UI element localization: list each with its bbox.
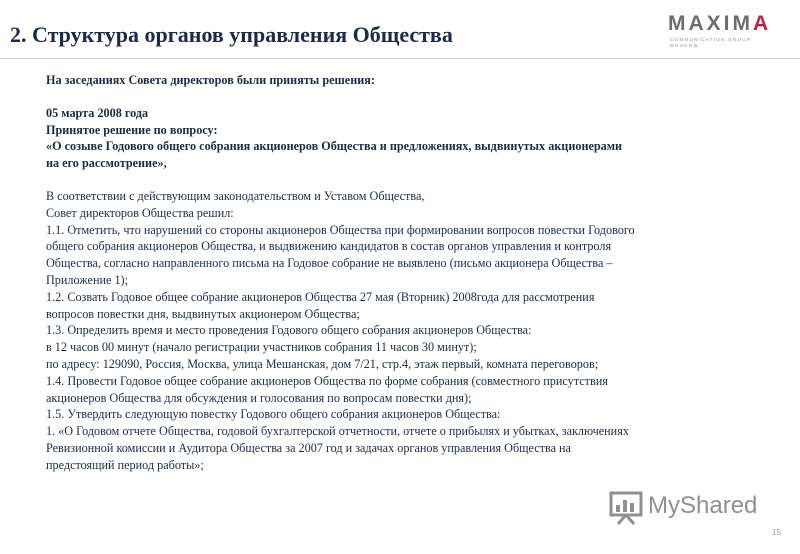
body-line: Общества, согласно направленного письма на Годовое собрание не выявлено (письмо акционера Общества – [46, 256, 613, 271]
body-line: Приложение 1); [46, 272, 128, 287]
question-line: «О созыве Годового общего собрания акционеров Общества и предложениях, выдвинутых акционерами [46, 139, 623, 154]
body-line: предстоящий период работы»; [46, 457, 204, 472]
title-divider [0, 58, 800, 59]
slide-title: 2. Структура органов управления Общества [10, 22, 453, 47]
body-line: Совет директоров Общества решил: [46, 205, 234, 220]
body-line: Ревизионной комиссии и Аудитора Общества за 2007 год и задачах органов управления Общества на [46, 440, 571, 455]
decision-date: 05 марта 2008 года [46, 105, 149, 120]
body-line: в 12 часов 00 минут (начало регистрации участников собрания 11 часов 30 минут); [46, 340, 477, 355]
logo-city: MOSCOW [670, 43, 700, 48]
body-line: 1. «О Годовом отчете Общества, годовой бухгалтерской отчетности, отчете о прибылях и убытках, заключениях [46, 424, 629, 439]
body-line: 1.3. Определить время и место проведения Годового общего собрания акционеров Общества: [46, 323, 532, 338]
slide-body [46, 72, 766, 474]
body-line: по адресу: 129090, Россия, Москва, улица Мешанская, дом 7/21, стр.4, этаж первый, комната переговоров; [46, 356, 599, 371]
decision-label: Принятое решение по вопросу: [46, 122, 218, 137]
body-line: 1.1. Отметить, что нарушений со стороны акционеров Общества при формировании вопросов повестки Годового [46, 222, 635, 237]
body-line: 1.5. Утвердить следующую повестку Годового общего собрания акционеров Общества: [46, 407, 501, 422]
body-line: вопросов повестки дня, выдвинутых акционером Общества; [46, 306, 360, 321]
question-line: на его рассмотрение», [46, 156, 167, 171]
body-line: акционеров Общества для обсуждения и голосования по вопросам повестки дня); [46, 390, 472, 405]
intro-text: На заседаниях Совета директоров были приняты решения: [46, 73, 375, 87]
maxima-logo [668, 12, 786, 52]
body-line: В соответствии с действующим законодательством и Уставом Общества, [46, 188, 425, 203]
myshared-watermark [608, 490, 768, 526]
body-line: общего собрания акционеров Общества, и выдвижению кандидатов в состав органов управления и контроля [46, 239, 612, 254]
body-line: 1.4. Провести Годовое общее собрание акционеров Общества по форме собрания (совместного присутствия [46, 373, 608, 388]
logo-wordmark: MAXIMA [668, 12, 772, 35]
presentation-board-icon [608, 490, 644, 526]
watermark-text: MyShared [648, 492, 758, 519]
logo-tagline: COMMUNICATION GROUP [670, 37, 752, 42]
page-number: 15 [772, 528, 781, 537]
body-line: 1.2. Созвать Годовое общее собрание акционеров Общества 27 мая (Вторник) 2008года для рассмотрения [46, 289, 595, 304]
